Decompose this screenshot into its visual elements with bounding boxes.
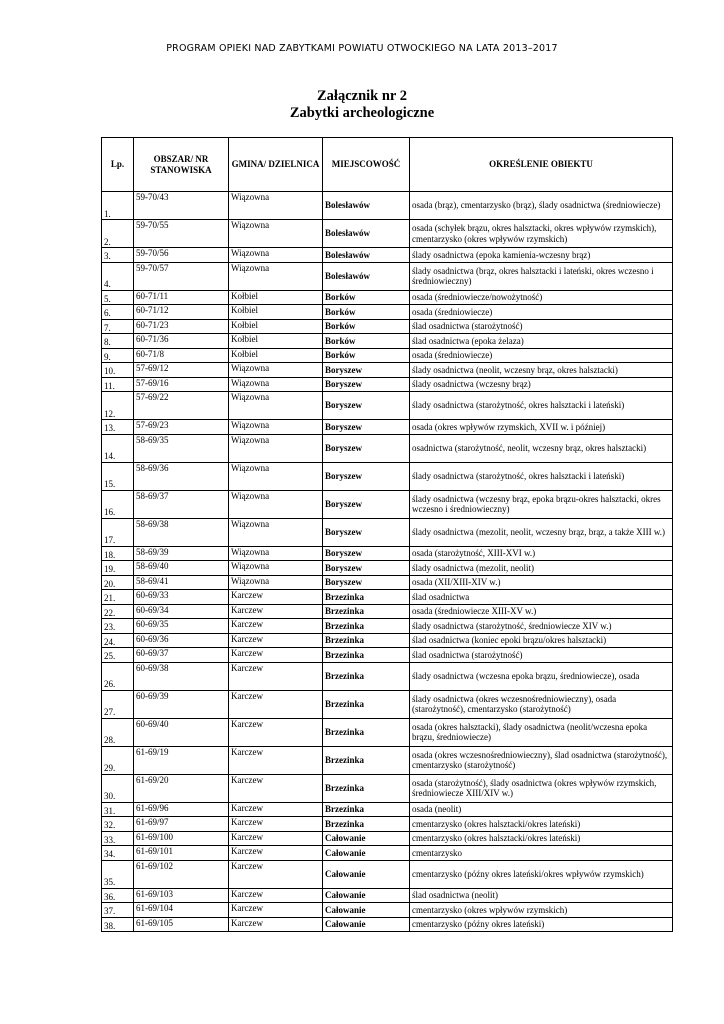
cell-lp: 20. bbox=[102, 575, 134, 590]
document-title: Załącznik nr 2 bbox=[317, 88, 407, 104]
cell-description: ślady osadnictwa (wczesna epoka brązu, średniowiecze), osada bbox=[410, 662, 673, 690]
cell-locality: Brzezinka bbox=[323, 718, 410, 746]
cell-site-number: 61-69/96 bbox=[134, 802, 229, 817]
cell-description: ślady osadnictwa (epoka kamienia-wczesny brąz) bbox=[410, 248, 673, 263]
cell-locality: Boryszew bbox=[323, 490, 410, 518]
cell-description: osada (XII/XIII-XIV w.) bbox=[410, 575, 673, 590]
cell-site-number: 60-69/35 bbox=[134, 619, 229, 634]
cell-locality: Borków bbox=[323, 305, 410, 320]
cell-description: osada (średniowiecze) bbox=[410, 305, 673, 320]
cell-site-number: 58-69/39 bbox=[134, 546, 229, 561]
cell-commune: Karczew bbox=[229, 590, 323, 605]
cell-site-number: 60-71/23 bbox=[134, 319, 229, 334]
cell-site-number: 61-69/104 bbox=[134, 903, 229, 918]
cell-commune: Karczew bbox=[229, 648, 323, 663]
cell-commune: Karczew bbox=[229, 662, 323, 690]
cell-site-number: 59-70/57 bbox=[134, 262, 229, 290]
cell-site-number: 60-69/34 bbox=[134, 604, 229, 619]
cell-description: osada (brąz), cmentarzysko (brąz), ślady osadnictwa (średniowiecze) bbox=[410, 192, 673, 220]
cell-lp: 27. bbox=[102, 690, 134, 718]
cell-locality: Całowanie bbox=[323, 917, 410, 932]
table-row bbox=[102, 888, 673, 903]
cell-description: cmentarzysko (okres halsztacki/okres lateński) bbox=[410, 831, 673, 846]
cell-commune: Karczew bbox=[229, 690, 323, 718]
cell-commune: Kołbiel bbox=[229, 348, 323, 363]
cell-locality: Bolesławów bbox=[323, 248, 410, 263]
cell-commune: Wiązowna bbox=[229, 220, 323, 248]
cell-locality: Całowanie bbox=[323, 903, 410, 918]
cell-commune: Karczew bbox=[229, 846, 323, 861]
cell-site-number: 60-69/38 bbox=[134, 662, 229, 690]
table-row bbox=[102, 434, 673, 462]
cell-commune: Karczew bbox=[229, 746, 323, 774]
table-row bbox=[102, 490, 673, 518]
cell-locality: Całowanie bbox=[323, 888, 410, 903]
cell-locality: Boryszew bbox=[323, 561, 410, 576]
cell-site-number: 59-70/43 bbox=[134, 192, 229, 220]
cell-site-number: 58-69/38 bbox=[134, 518, 229, 546]
cell-description: osadnictwa (starożytność, neolit, wczesny brąz, okres halsztacki) bbox=[410, 434, 673, 462]
cell-locality: Bolesławów bbox=[323, 220, 410, 248]
table-row bbox=[102, 619, 673, 634]
cell-description: cmentarzysko bbox=[410, 846, 673, 861]
page-header: PROGRAM OPIEKI NAD ZABYTKAMI POWIATU OTWOCKIEGO NA LATA 2013–2017 bbox=[166, 43, 558, 54]
table-row bbox=[102, 192, 673, 220]
cell-locality: Boryszew bbox=[323, 363, 410, 378]
cell-description: osada (starożytność, XIII-XVI w.) bbox=[410, 546, 673, 561]
cell-description: ślady osadnictwa (neolit, wczesny brąz, okres halsztacki) bbox=[410, 363, 673, 378]
cell-site-number: 61-69/20 bbox=[134, 774, 229, 802]
cell-site-number: 61-69/101 bbox=[134, 846, 229, 861]
table-row bbox=[102, 860, 673, 888]
cell-locality: Całowanie bbox=[323, 846, 410, 861]
cell-commune: Wiązowna bbox=[229, 248, 323, 263]
cell-commune: Karczew bbox=[229, 633, 323, 648]
table-row bbox=[102, 561, 673, 576]
table-row bbox=[102, 633, 673, 648]
cell-description: ślady osadnictwa (brąz, okres halsztacki i lateński, okres wczesno i średniowieczny) bbox=[410, 262, 673, 290]
cell-commune: Wiązowna bbox=[229, 434, 323, 462]
column-header-okreslenie: OKREŚLENIE OBIEKTU bbox=[410, 138, 673, 192]
cell-site-number: 60-69/40 bbox=[134, 718, 229, 746]
cell-lp: 7. bbox=[102, 319, 134, 334]
cell-lp: 25. bbox=[102, 648, 134, 663]
cell-locality: Boryszew bbox=[323, 392, 410, 420]
table-row bbox=[102, 590, 673, 605]
cell-locality: Boryszew bbox=[323, 434, 410, 462]
cell-description: ślad osadnictwa (epoka żelaza) bbox=[410, 334, 673, 349]
cell-lp: 35. bbox=[102, 860, 134, 888]
cell-commune: Wiązowna bbox=[229, 561, 323, 576]
cell-site-number: 57-69/16 bbox=[134, 377, 229, 392]
cell-locality: Borków bbox=[323, 290, 410, 305]
cell-description: ślad osadnictwa (neolit) bbox=[410, 888, 673, 903]
cell-commune: Karczew bbox=[229, 903, 323, 918]
table-row bbox=[102, 462, 673, 490]
cell-locality: Boryszew bbox=[323, 546, 410, 561]
cell-locality: Brzezinka bbox=[323, 817, 410, 832]
document-subtitle: Zabytki archeologiczne bbox=[289, 105, 435, 121]
cell-lp: 28. bbox=[102, 718, 134, 746]
table-row bbox=[102, 377, 673, 392]
cell-locality: Bolesławów bbox=[323, 262, 410, 290]
cell-lp: 3. bbox=[102, 248, 134, 263]
table-row bbox=[102, 363, 673, 378]
cell-locality: Brzezinka bbox=[323, 648, 410, 663]
cell-lp: 8. bbox=[102, 334, 134, 349]
cell-site-number: 61-69/100 bbox=[134, 831, 229, 846]
table-row bbox=[102, 319, 673, 334]
cell-site-number: 60-71/12 bbox=[134, 305, 229, 320]
cell-description: cmentarzysko (późny okres lateński) bbox=[410, 917, 673, 932]
cell-locality: Całowanie bbox=[323, 860, 410, 888]
cell-lp: 12. bbox=[102, 392, 134, 420]
cell-commune: Wiązowna bbox=[229, 546, 323, 561]
cell-description: osada (starożytność), ślady osadnictwa (okres wpływów rzymskich, średniowiecze XIII/XIV w.) bbox=[410, 774, 673, 802]
cell-description: osada (średniowiecze) bbox=[410, 348, 673, 363]
column-header-gmina: GMINA/ DZIELNICA bbox=[229, 138, 323, 192]
cell-locality: Bolesławów bbox=[323, 192, 410, 220]
cell-lp: 19. bbox=[102, 561, 134, 576]
cell-lp: 10. bbox=[102, 363, 134, 378]
cell-commune: Karczew bbox=[229, 619, 323, 634]
cell-locality: Boryszew bbox=[323, 575, 410, 590]
cell-commune: Karczew bbox=[229, 817, 323, 832]
cell-lp: 29. bbox=[102, 746, 134, 774]
cell-locality: Brzezinka bbox=[323, 774, 410, 802]
cell-description: osada (okres wpływów rzymskich, XVII w. i później) bbox=[410, 420, 673, 435]
cell-description: cmentarzysko (późny okres lateński/okres wpływów rzymskich) bbox=[410, 860, 673, 888]
cell-locality: Boryszew bbox=[323, 377, 410, 392]
cell-commune: Karczew bbox=[229, 917, 323, 932]
cell-locality: Brzezinka bbox=[323, 746, 410, 774]
table-row bbox=[102, 718, 673, 746]
cell-site-number: 57-69/12 bbox=[134, 363, 229, 378]
cell-locality: Borków bbox=[323, 319, 410, 334]
cell-lp: 33. bbox=[102, 831, 134, 846]
table-row bbox=[102, 604, 673, 619]
cell-lp: 32. bbox=[102, 817, 134, 832]
table-row bbox=[102, 846, 673, 861]
cell-description: osada (neolit) bbox=[410, 802, 673, 817]
cell-lp: 13. bbox=[102, 420, 134, 435]
cell-description: ślady osadnictwa (wczesny brąz, epoka brązu-okres halsztacki, okres wczesno i średniowieczny) bbox=[410, 490, 673, 518]
cell-lp: 18. bbox=[102, 546, 134, 561]
cell-lp: 14. bbox=[102, 434, 134, 462]
cell-lp: 38. bbox=[102, 917, 134, 932]
cell-locality: Boryszew bbox=[323, 420, 410, 435]
cell-site-number: 58-69/35 bbox=[134, 434, 229, 462]
cell-site-number: 60-71/8 bbox=[134, 348, 229, 363]
table-row bbox=[102, 348, 673, 363]
cell-commune: Karczew bbox=[229, 802, 323, 817]
cell-lp: 2. bbox=[102, 220, 134, 248]
cell-site-number: 60-69/36 bbox=[134, 633, 229, 648]
cell-site-number: 61-69/102 bbox=[134, 860, 229, 888]
cell-site-number: 61-69/97 bbox=[134, 817, 229, 832]
cell-commune: Wiązowna bbox=[229, 575, 323, 590]
cell-lp: 15. bbox=[102, 462, 134, 490]
cell-locality: Borków bbox=[323, 348, 410, 363]
cell-lp: 23. bbox=[102, 619, 134, 634]
table-row bbox=[102, 262, 673, 290]
cell-site-number: 57-69/23 bbox=[134, 420, 229, 435]
cell-locality: Brzezinka bbox=[323, 690, 410, 718]
cell-site-number: 61-69/105 bbox=[134, 917, 229, 932]
cell-site-number: 58-69/41 bbox=[134, 575, 229, 590]
cell-site-number: 58-69/40 bbox=[134, 561, 229, 576]
table-row bbox=[102, 334, 673, 349]
table-row bbox=[102, 392, 673, 420]
cell-lp: 34. bbox=[102, 846, 134, 861]
cell-commune: Karczew bbox=[229, 718, 323, 746]
table-row bbox=[102, 817, 673, 832]
cell-description: ślady osadnictwa (starożytność, okres halsztacki i lateński) bbox=[410, 462, 673, 490]
column-header-miejscowosc: MIEJSCOWOŚĆ bbox=[323, 138, 410, 192]
cell-commune: Karczew bbox=[229, 831, 323, 846]
table-row bbox=[102, 746, 673, 774]
cell-site-number: 57-69/22 bbox=[134, 392, 229, 420]
table-row bbox=[102, 305, 673, 320]
cell-description: osada (średniowiecze XIII-XV w.) bbox=[410, 604, 673, 619]
table-row bbox=[102, 774, 673, 802]
cell-lp: 22. bbox=[102, 604, 134, 619]
cell-site-number: 60-71/11 bbox=[134, 290, 229, 305]
table-row bbox=[102, 648, 673, 663]
cell-commune: Karczew bbox=[229, 604, 323, 619]
cell-lp: 6. bbox=[102, 305, 134, 320]
cell-description: ślad osadnictwa (koniec epoki brązu/okres halsztacki) bbox=[410, 633, 673, 648]
cell-lp: 4. bbox=[102, 262, 134, 290]
cell-site-number: 58-69/37 bbox=[134, 490, 229, 518]
cell-description: ślad osadnictwa bbox=[410, 590, 673, 605]
cell-commune: Kołbiel bbox=[229, 305, 323, 320]
cell-site-number: 59-70/55 bbox=[134, 220, 229, 248]
cell-commune: Kołbiel bbox=[229, 334, 323, 349]
table-row bbox=[102, 518, 673, 546]
cell-description: cmentarzysko (okres wpływów rzymskich) bbox=[410, 903, 673, 918]
cell-commune: Kołbiel bbox=[229, 290, 323, 305]
cell-lp: 30. bbox=[102, 774, 134, 802]
table-row bbox=[102, 248, 673, 263]
table-row bbox=[102, 220, 673, 248]
cell-description: ślad osadnictwa (starożytność) bbox=[410, 648, 673, 663]
cell-description: osada (średniowiecze/nowożytność) bbox=[410, 290, 673, 305]
cell-commune: Wiązowna bbox=[229, 392, 323, 420]
cell-lp: 5. bbox=[102, 290, 134, 305]
cell-lp: 24. bbox=[102, 633, 134, 648]
cell-description: osada (okres wczesnośredniowieczny), ślad osadnictwa (starożytność), cmentarzysko (starożytność) bbox=[410, 746, 673, 774]
cell-description: ślady osadnictwa (starożytność, okres halsztacki i lateński) bbox=[410, 392, 673, 420]
cell-commune: Wiązowna bbox=[229, 420, 323, 435]
cell-lp: 21. bbox=[102, 590, 134, 605]
cell-locality: Brzezinka bbox=[323, 604, 410, 619]
table-row bbox=[102, 802, 673, 817]
table-row bbox=[102, 903, 673, 918]
cell-commune: Wiązowna bbox=[229, 363, 323, 378]
table-header bbox=[102, 138, 673, 192]
table-row bbox=[102, 662, 673, 690]
cell-lp: 31. bbox=[102, 802, 134, 817]
heritage-table bbox=[101, 137, 673, 932]
cell-lp: 36. bbox=[102, 888, 134, 903]
cell-commune: Kołbiel bbox=[229, 319, 323, 334]
cell-commune: Karczew bbox=[229, 888, 323, 903]
cell-description: ślady osadnictwa (wczesny brąz) bbox=[410, 377, 673, 392]
cell-lp: 37. bbox=[102, 903, 134, 918]
cell-description: ślady osadnictwa (mezolit, neolit) bbox=[410, 561, 673, 576]
cell-site-number: 61-69/103 bbox=[134, 888, 229, 903]
cell-lp: 11. bbox=[102, 377, 134, 392]
cell-description: ślady osadnictwa (okres wczesnośredniowieczny), osada (starożytność), cmentarzysko (starożytność) bbox=[410, 690, 673, 718]
table-row bbox=[102, 831, 673, 846]
cell-locality: Brzezinka bbox=[323, 590, 410, 605]
cell-locality: Brzezinka bbox=[323, 633, 410, 648]
cell-lp: 17. bbox=[102, 518, 134, 546]
cell-locality: Borków bbox=[323, 334, 410, 349]
table-row bbox=[102, 690, 673, 718]
cell-description: cmentarzysko (okres halsztacki/okres lateński) bbox=[410, 817, 673, 832]
cell-commune: Wiązowna bbox=[229, 262, 323, 290]
column-header-lp: Lp. bbox=[102, 138, 134, 192]
cell-description: osada (schyłek brązu, okres halsztacki, okres wpływów rzymskich), cmentarzysko (okres wpływów rzymskich) bbox=[410, 220, 673, 248]
cell-description: ślad osadnictwa (starożytność) bbox=[410, 319, 673, 334]
cell-commune: Wiązowna bbox=[229, 377, 323, 392]
table-row bbox=[102, 546, 673, 561]
cell-locality: Całowanie bbox=[323, 831, 410, 846]
cell-commune: Wiązowna bbox=[229, 192, 323, 220]
cell-locality: Brzezinka bbox=[323, 802, 410, 817]
cell-lp: 9. bbox=[102, 348, 134, 363]
table-row bbox=[102, 575, 673, 590]
cell-locality: Boryszew bbox=[323, 518, 410, 546]
cell-commune: Wiązowna bbox=[229, 462, 323, 490]
cell-site-number: 60-69/39 bbox=[134, 690, 229, 718]
table-body bbox=[102, 192, 673, 932]
table-row bbox=[102, 290, 673, 305]
table-row bbox=[102, 917, 673, 932]
cell-site-number: 59-70/56 bbox=[134, 248, 229, 263]
cell-site-number: 58-69/36 bbox=[134, 462, 229, 490]
cell-locality: Brzezinka bbox=[323, 619, 410, 634]
cell-commune: Karczew bbox=[229, 774, 323, 802]
cell-locality: Boryszew bbox=[323, 462, 410, 490]
cell-commune: Wiązowna bbox=[229, 490, 323, 518]
cell-lp: 26. bbox=[102, 662, 134, 690]
cell-site-number: 60-71/36 bbox=[134, 334, 229, 349]
cell-site-number: 60-69/37 bbox=[134, 648, 229, 663]
cell-site-number: 60-69/33 bbox=[134, 590, 229, 605]
cell-description: osada (okres halsztacki), ślady osadnictwa (neolit/wczesna epoka brązu, średniowiecze) bbox=[410, 718, 673, 746]
cell-lp: 16. bbox=[102, 490, 134, 518]
cell-locality: Brzezinka bbox=[323, 662, 410, 690]
column-header-obszar: OBSZAR/ NR STANOWISKA bbox=[134, 138, 229, 192]
cell-site-number: 61-69/19 bbox=[134, 746, 229, 774]
cell-commune: Karczew bbox=[229, 860, 323, 888]
cell-description: ślady osadnictwa (mezolit, neolit, wczesny brąz, brąz, a także XIII w.) bbox=[410, 518, 673, 546]
table-row bbox=[102, 420, 673, 435]
cell-commune: Wiązowna bbox=[229, 518, 323, 546]
cell-lp: 1. bbox=[102, 192, 134, 220]
cell-description: ślady osadnictwa (starożytność, średniowiecze XIV w.) bbox=[410, 619, 673, 634]
